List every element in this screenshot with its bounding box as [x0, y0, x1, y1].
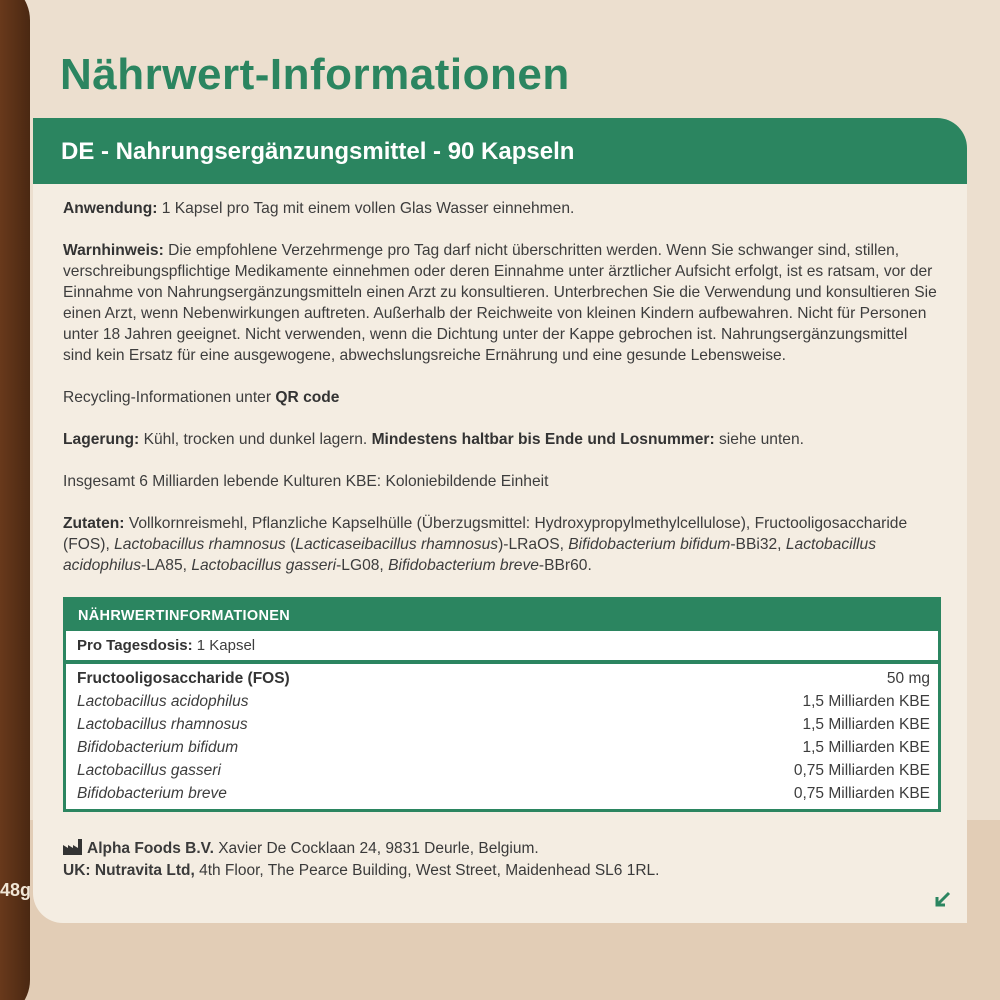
uk-label: UK: [63, 862, 91, 879]
table-row [66, 713, 938, 736]
usage-label: Anwendung: [63, 200, 158, 217]
table-row [66, 736, 938, 759]
expand-arrow-icon[interactable] [933, 891, 951, 909]
table-row [66, 667, 938, 690]
nutrient-name: Fructooligosaccharide (FOS) [77, 670, 290, 687]
card-content [33, 184, 967, 812]
storage-paragraph [63, 429, 937, 450]
warning-text: Die empfohlene Verzehrmenge pro Tag darf nicht überschritten werden. Wenn Sie schwanger sind, stillen, verschreibungspflichtige Medikamente einnehmen oder deren Einnahme unter ärztlicher Aufsicht erfolgt, ist es ratsam, vor der Einnahme von Nahrungsergänzungsmitteln einen Arzt zu konsultieren. Unterbrechen Sie die Verwendung und konsultieren Sie einen Arzt, wenn Nebenwirkungen auftreten. Außerhalb der Reichweite von kleinen Kindern aufbewahren. Nicht für Personen unter 18 Jahren geeignet. Nicht verwenden, wenn die Dichtung unter der Kappe gebrochen ist. Nahrungsergänzungsmittel sind kein Ersatz für eine ausgewogene, abwechslungsreiche Ernährung und eine gesunde Lebensweise. [63, 242, 937, 364]
nutrient-name: Lactobacillus gasseri [77, 762, 221, 779]
ingredients-text: -LA85, [141, 557, 192, 574]
storage-text: Kühl, trocken und dunkel lagern. [139, 431, 372, 448]
recycling-paragraph [63, 387, 937, 408]
ingredient-strain: Lacticaseibacillus rhamnosus [295, 536, 499, 553]
cultures-paragraph: Insgesamt 6 Milliarden lebende Kulturen KBE: Koloniebildende Einheit [63, 473, 549, 490]
nutrient-value: 1,5 Milliarden KBE [802, 716, 930, 733]
qr-code-label: QR code [275, 389, 340, 406]
ingredients-text: Vollkornreismehl, Pflanzliche Kapselhülle (Überzugsmittel: Hydroxypropylmethylcellulose), Fructooligosaccharide (FOS), [63, 515, 908, 553]
warning-label: Warnhinweis: [63, 242, 164, 259]
ingredients-text: -BBr60. [538, 557, 592, 574]
daily-dose-label: Pro Tagesdosis: [77, 637, 193, 654]
ingredient-strain: Bifidobacterium bifidum [568, 536, 731, 553]
card-header: DE - Nahrungsergänzungsmittel - 90 Kapseln [33, 118, 967, 184]
best-before-label: Mindestens haltbar bis Ende und Losnummer: [371, 431, 715, 448]
storage-label: Lagerung: [63, 431, 140, 448]
nutrient-value: 1,5 Milliarden KBE [802, 693, 930, 710]
nutrition-rows [66, 667, 938, 809]
ingredients-text: ( [285, 536, 296, 553]
nutrient-value: 0,75 Milliarden KBE [793, 762, 930, 779]
product-bottle [0, 0, 30, 1000]
info-card [33, 118, 967, 923]
uk-importer-line [63, 860, 937, 882]
nutrient-name: Lactobacillus rhamnosus [77, 716, 248, 733]
nutrition-table-header: NÄHRWERTINFORMATIONEN [66, 600, 938, 631]
bottle-weight: 48g [0, 880, 32, 900]
manufacturer-line [63, 838, 937, 860]
nutrient-value: 1,5 Milliarden KBE [802, 739, 930, 756]
table-row [66, 782, 938, 805]
ingredient-strain: Lactobacillus rhamnosus [114, 536, 286, 553]
nutrient-value: 50 mg [886, 670, 930, 687]
ingredients-label: Zutaten: [63, 515, 125, 532]
warning-paragraph [63, 240, 937, 366]
best-before-text: siehe unten. [714, 431, 804, 448]
daily-dose-value: 1 Kapsel [192, 637, 256, 654]
nutrient-name: Lactobacillus acidophilus [77, 693, 249, 710]
ingredients-text: )-LRaOS, [498, 536, 569, 553]
manufacturer-address: Xavier De Cocklaan 24, 9831 Deurle, Belgium. [213, 840, 539, 857]
ingredients-text: -LG08, [336, 557, 389, 574]
ingredients-paragraph [63, 513, 937, 576]
usage-text: 1 Kapsel pro Tag mit einem vollen Glas Wasser einnehmen. [157, 200, 575, 217]
nutrient-name: Bifidobacterium breve [77, 785, 227, 802]
uk-company: Nutravita Ltd, [90, 862, 195, 879]
ingredients-text: -BBi32, [730, 536, 786, 553]
ingredient-strain: Lactobacillus acidophilus [63, 536, 876, 574]
usage-paragraph [63, 198, 937, 219]
table-row [66, 690, 938, 713]
manufacturer-name: Alpha Foods B.V. [87, 840, 214, 857]
page-title: Nährwert-Informationen [60, 50, 570, 99]
table-row [66, 759, 938, 782]
nutrient-name: Bifidobacterium bifidum [77, 739, 239, 756]
ingredient-strain: Bifidobacterium breve [388, 557, 539, 574]
ingredient-strain: Lactobacillus gasseri [191, 557, 337, 574]
recycling-text: Recycling-Informationen unter [63, 389, 276, 406]
nutrient-value: 0,75 Milliarden KBE [793, 785, 930, 802]
nutrition-table [63, 597, 941, 812]
factory-icon [63, 839, 83, 855]
manufacturer-footer [33, 812, 967, 882]
daily-dose-row [66, 631, 938, 664]
uk-address: 4th Floor, The Pearce Building, West Street, Maidenhead SL6 1RL. [194, 862, 660, 879]
